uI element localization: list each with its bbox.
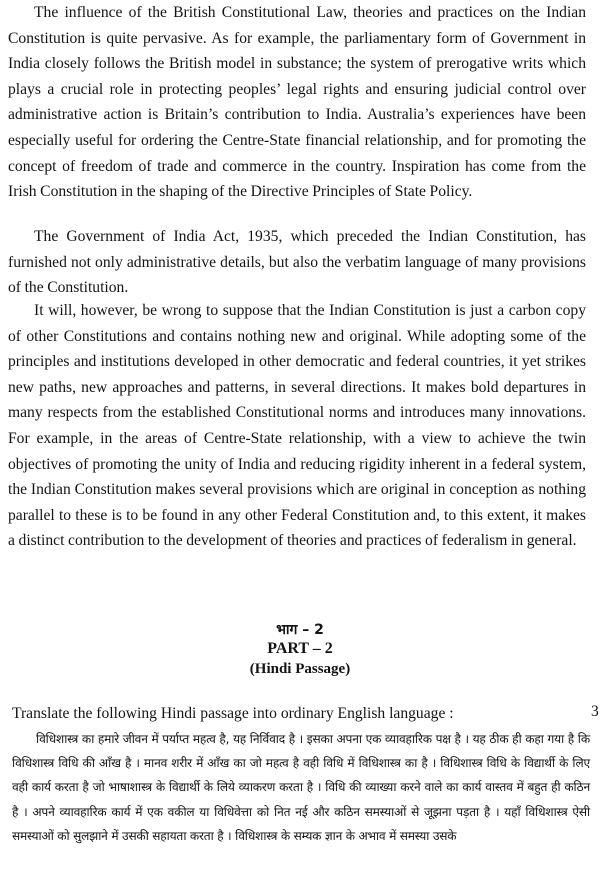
translation-instruction: Translate the following Hindi passage into ordinary English language : xyxy=(12,705,454,722)
paragraph-originality: It will, however, be wrong to suppose that the Indian Constitution is just a carbon copy of other Constitutions and contains nothing new and original. While adopting some of the principles and institutions developed in other democratic and federal countries, it yet strikes new paths, new approaches and patterns, in several directions. It makes bold departures in many respects from the established Constitutional norms and introduces many innovations. For example, in the areas of Centre-State relationship, with a view to achieve the twin objectives of promoting the unity of India and reducing rigidity inherent in a federal system, the Indian Constitution makes several provisions which are original in conception as nothing parallel to these is to be found in any other Federal Constitution and, to this extent, it makes a distinct contribution to the development of theories and practices of federalism in general. xyxy=(8,302,586,550)
section-heading-hindi: भाग – 2 xyxy=(276,622,324,638)
marks-label: 3 xyxy=(591,703,599,720)
section-subheading: (Hindi Passage) xyxy=(249,661,351,677)
paragraph-british-influence: The influence of the British Constitutional Law, theories and practices on the Indian Constitution is quite pervasive. As for example, the parliamentary form of Government in India closely follows the British model in substance; the system of prerogative writs which plays a crucial role in protecting peoples’ legal rights and ensuring judicial control over administrative action is Britain’s contribution to India. Australia’s experiences have been especially useful for ordering the Centre-State financial relationship, and for promoting the concept of freedom of trade and commerce in the country. Inspiration has come from the Irish Constitution in the shaping of the Directive Principles of State Policy. xyxy=(8,4,586,201)
section-heading-part: PART – 2 xyxy=(267,640,333,657)
paragraph-government-of-india-act: The Government of India Act, 1935, which preceded the Indian Constitution, has furnished not only administrative details, but also the verbatim language of many provisions of the Constitution. xyxy=(8,228,586,297)
hindi-passage: विधिशास्त्र का हमारे जीवन में पर्याप्त महत्व है, यह निर्विवाद है । इसका अपना एक व्यावहारिक पक्ष है । यह ठीक ही कहा गया है कि विधिशास्त्र विधि की आँख है । मानव शरीर में आँख का जो महत्व है वही विधि में विधिशास्त्र का है । विधिशास्त्र विधि के विद्यार्थी के लिए वही कार्य करता है जो भाषाशास्त्र के विद्यार्थी के लिये व्याकरण करता है । विधि की व्याख्या करने वाले का कार्य वास्तव में बहुत ही कठिन है । अपने व्यावहारिक कार्य में एक वकील या विधिवेत्ता को नित नई और कठिन समस्याओं से जूझना पड़ता है । यहाँ विधिशास्त्र ऐसी समस्याओं को सुलझाने में उसकी सहायता करता है । विधिशास्त्र के सम्यक ज्ञान के अभाव में समस्या उसके xyxy=(12,732,590,843)
